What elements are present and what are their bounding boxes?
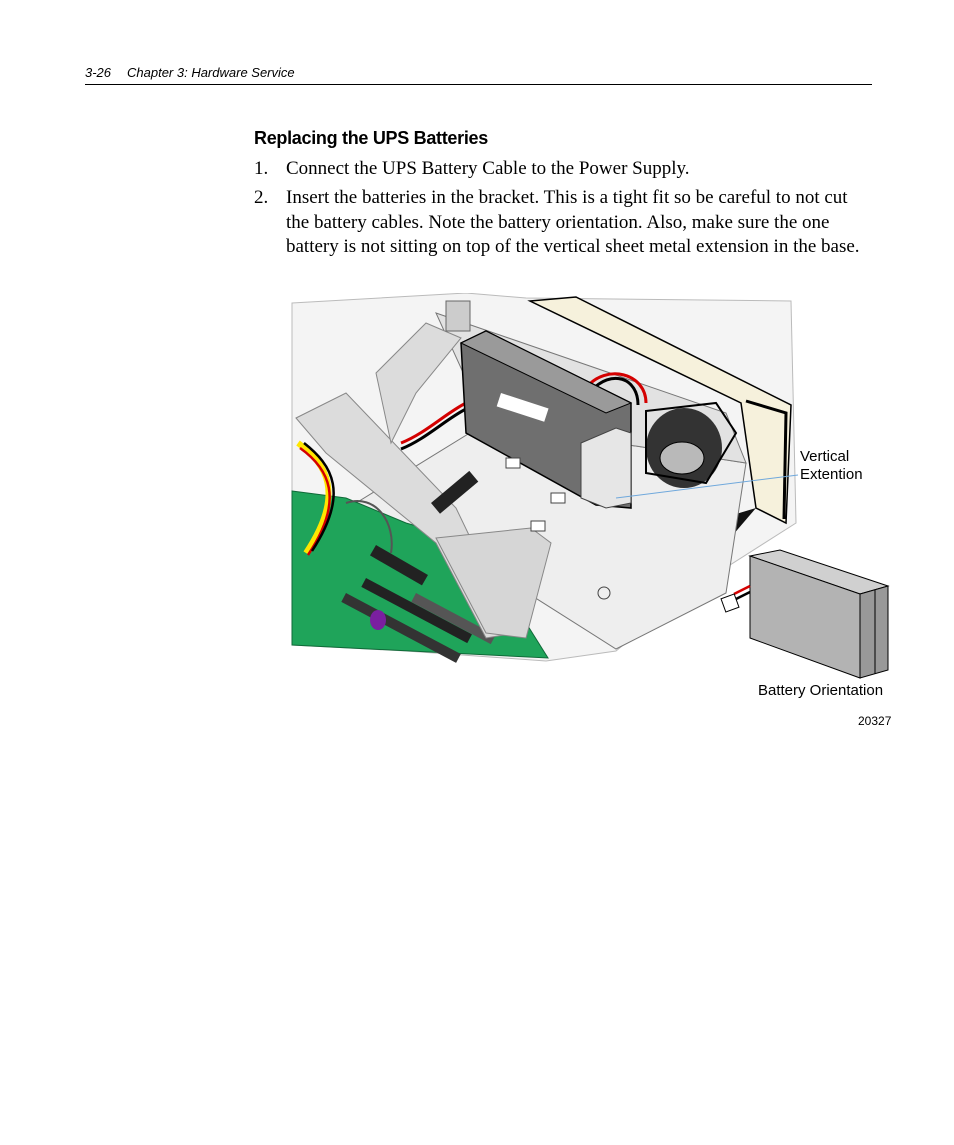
battery-orientation-illustration [720, 546, 890, 680]
running-header [85, 64, 872, 85]
step-text: Insert the batteries in the bracket. This is a tight fit so be careful to not cut the battery cables. Note the battery orientation. Also, make sure the one battery is not sitting on top of the vertical sheet metal extension in the base. [286, 187, 860, 257]
figure-number: 20327 [858, 714, 892, 728]
step-number: 2. [254, 187, 269, 208]
step-number: 1. [254, 158, 269, 179]
page-number: 3-26 [85, 65, 112, 80]
step-text: Connect the UPS Battery Cable to the Power Supply. [286, 158, 690, 179]
callout-line1: Vertical [800, 448, 850, 465]
callout-line2: Extention [800, 466, 863, 483]
callout-vertical-extention [800, 448, 863, 484]
chapter-title: Chapter 3: Hardware Service [127, 65, 295, 80]
section-title: Replacing the UPS Batteries [254, 128, 488, 148]
battery-orientation-caption: Battery Orientation [758, 682, 884, 699]
